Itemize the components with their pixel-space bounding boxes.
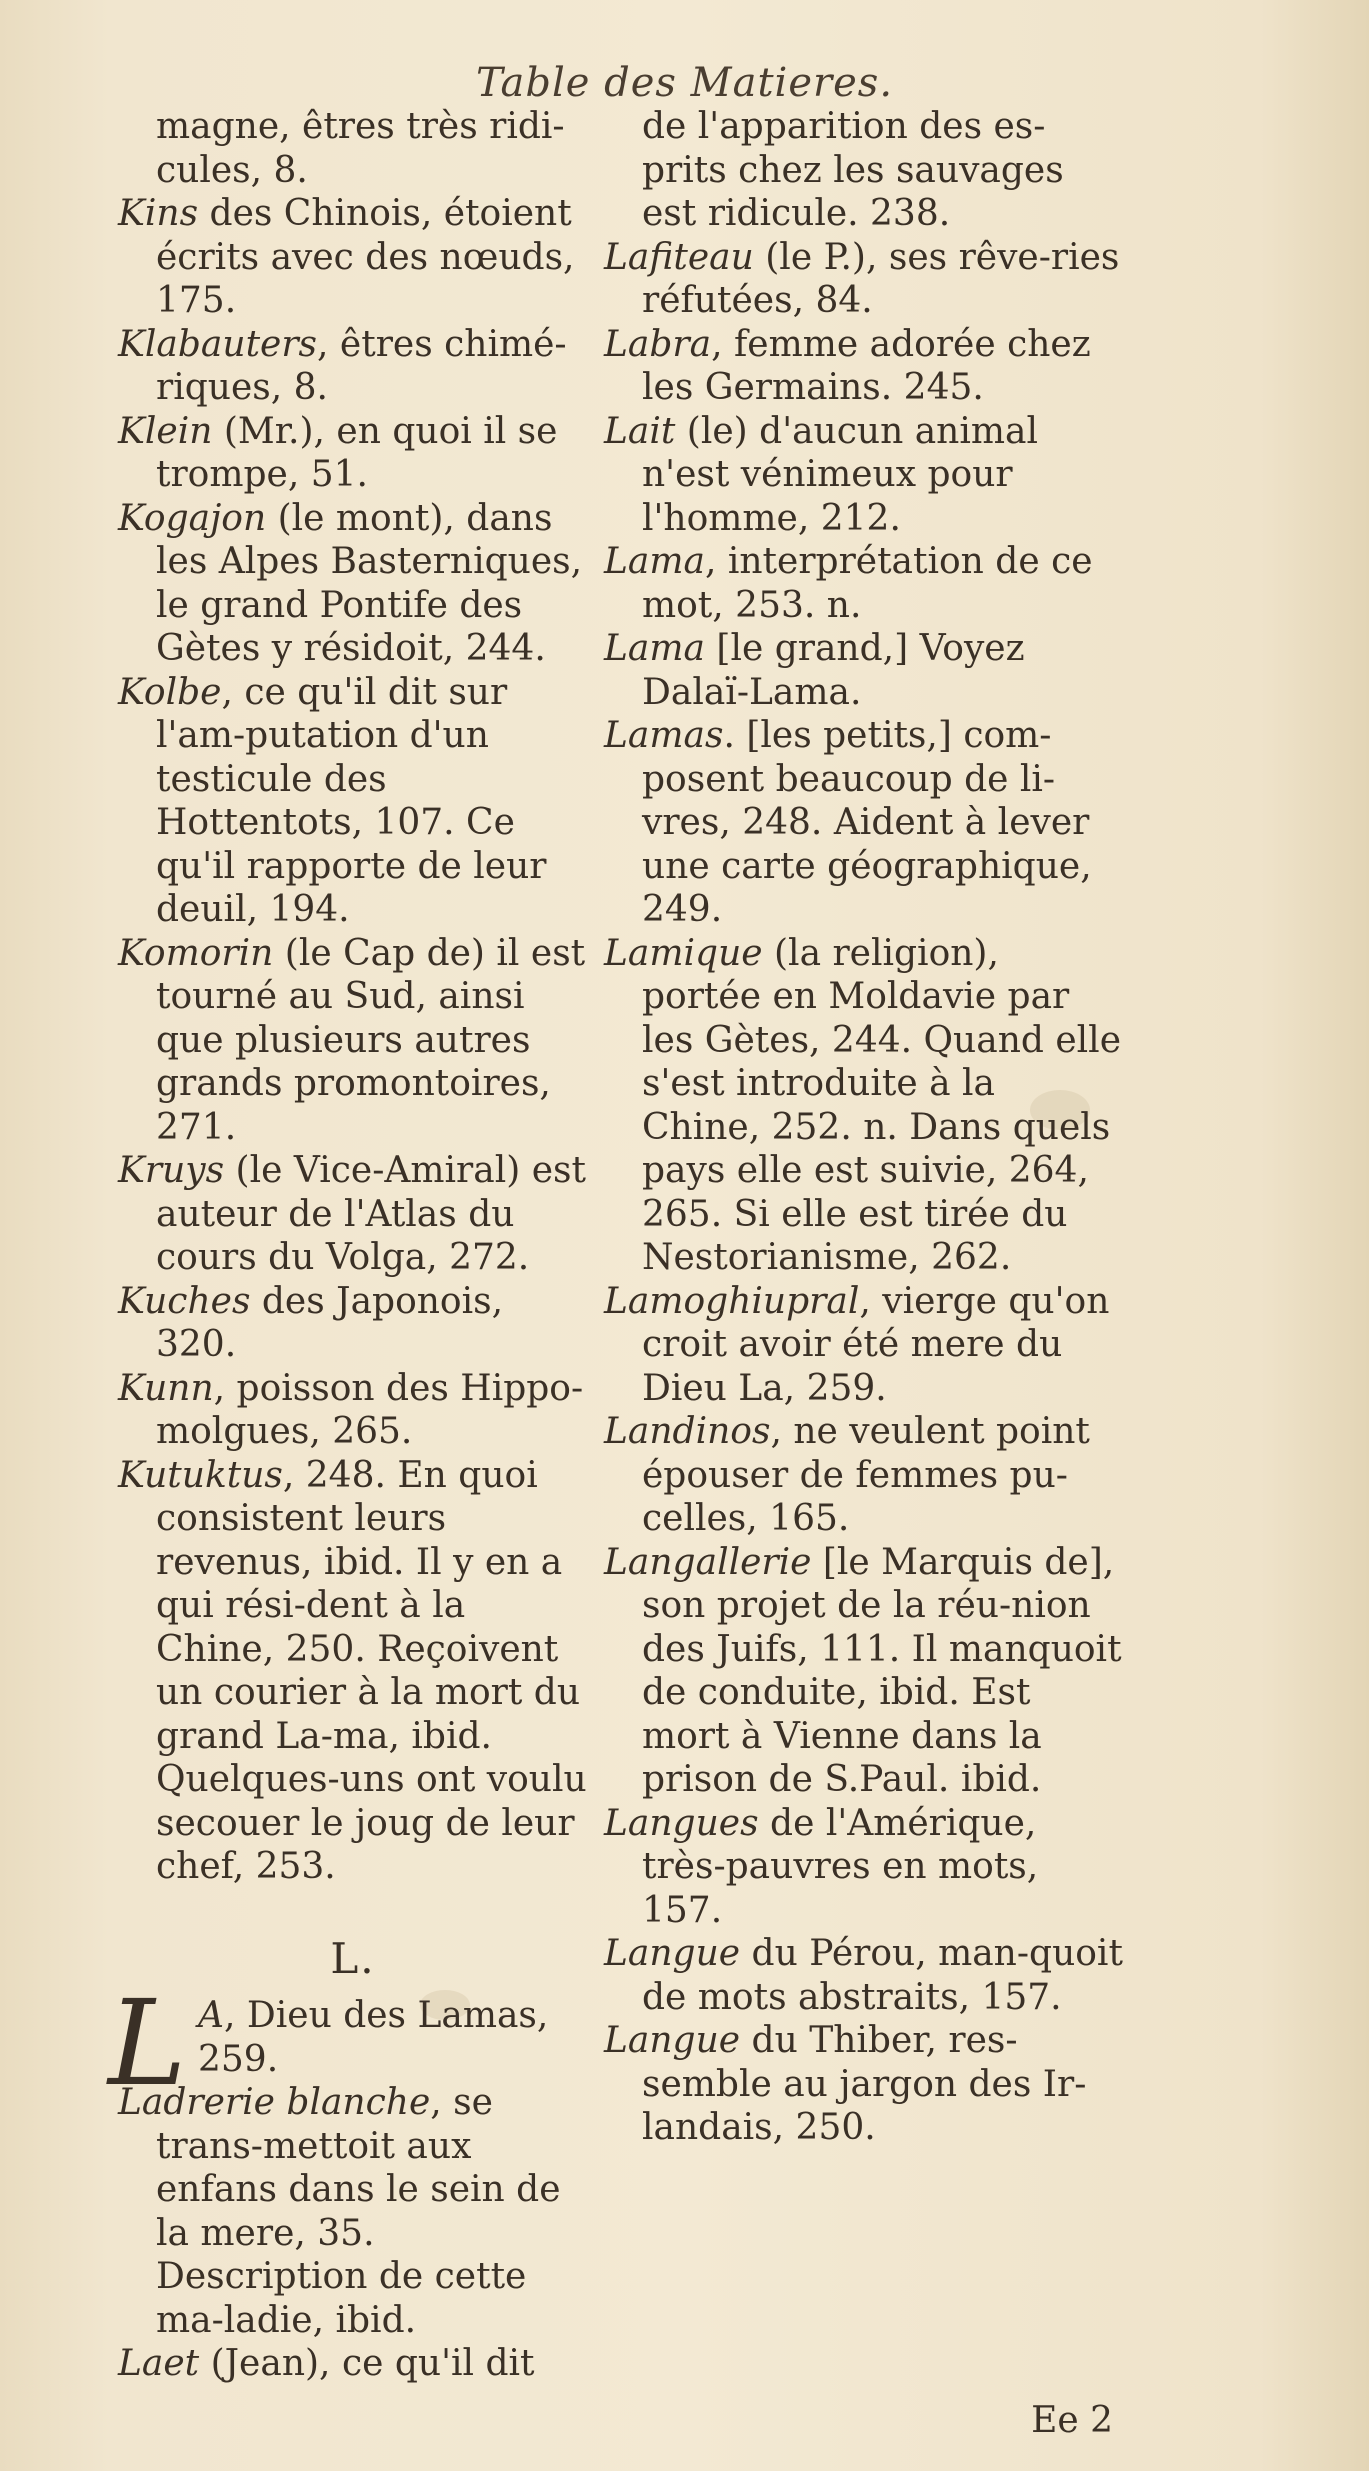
entry-headword: Landinos bbox=[604, 1411, 771, 1452]
entry-headword: Kuches bbox=[118, 1280, 251, 1322]
index-entry bbox=[604, 932, 1124, 1280]
entry-headword: Kolbe bbox=[118, 671, 222, 713]
entry-text: (Jean), ce qu'il dit bbox=[199, 2343, 535, 2384]
entry-text: (le Vice-Amiral) est auteur de l'Atlas du cours du Volga, 272. bbox=[156, 1150, 586, 1278]
entry-text: des Japonois, 320. bbox=[156, 1280, 504, 1365]
entry-headword: Kutuktus bbox=[118, 1454, 283, 1496]
entry-text: (Mr.), en quoi il se trompe, 51. bbox=[156, 410, 558, 495]
entry-text: , ce qu'il dit sur l'am-putation d'un testicule des Hottentots, 107. Ce qu'il rapporte de leur deuil, 194. bbox=[156, 671, 547, 930]
index-entry bbox=[118, 1280, 588, 1367]
index-entry bbox=[604, 540, 1124, 627]
entry-text: , vierge qu'on croit avoir été mere du Dieu La, 259. bbox=[642, 1280, 1110, 1409]
index-entry bbox=[118, 1149, 588, 1280]
entry-text: , Dieu des Lamas, 259. bbox=[198, 1995, 549, 2080]
entry-text: [le Marquis de], son projet de la réu-nion des Juifs, 111. Il manquoit de conduite, ibid. Est mort à Vienne dans la prison de S.Paul. ibid. bbox=[642, 1541, 1122, 1800]
entry-headword: Kunn bbox=[118, 1367, 214, 1409]
entry-headword: Lama bbox=[604, 541, 705, 582]
index-entry bbox=[118, 410, 588, 497]
entry-headword: Klein bbox=[118, 410, 213, 452]
drop-cap: L bbox=[108, 1974, 187, 2112]
index-entry bbox=[604, 236, 1124, 323]
index-entry bbox=[604, 714, 1124, 932]
entry-text: de l'apparition des es-prits chez les sauvages est ridicule. 238. bbox=[642, 106, 1064, 234]
index-entry bbox=[604, 1802, 1124, 1933]
entry-headword: Kruys bbox=[118, 1150, 225, 1191]
entry-headword: A bbox=[198, 1995, 224, 2036]
entry-text: , poisson des Hippo-molgues, 265. bbox=[156, 1367, 584, 1452]
index-entry bbox=[604, 1410, 1124, 1541]
entry-headword: Kins bbox=[118, 193, 199, 234]
catchword: Ee 2 bbox=[1031, 2400, 1113, 2441]
entry-headword: Langallerie bbox=[604, 1541, 812, 1583]
entry-text: de l'Amérique, très-pauvres en mots, 157. bbox=[642, 1802, 1039, 1931]
index-entry bbox=[118, 323, 588, 410]
entry-headword: Lamique bbox=[604, 932, 763, 974]
entry-text: magne, êtres très ridi-cules, 8. bbox=[156, 106, 565, 191]
entry-text: des Chinois, étoient écrits avec des nœuds, 175. bbox=[156, 193, 575, 321]
entry-headword: Kogajon bbox=[118, 497, 267, 539]
index-entry bbox=[118, 2081, 588, 2342]
entry-headword: Ladrerie blanche bbox=[118, 2082, 431, 2123]
index-entry bbox=[604, 105, 1124, 236]
running-head: Table des Matieres. bbox=[475, 60, 894, 106]
index-entry bbox=[118, 671, 588, 932]
index-entry bbox=[118, 497, 588, 671]
right-entries bbox=[604, 105, 1124, 2150]
entry-text: (le P.), ses rêve-ries réfutées, 84. bbox=[642, 236, 1120, 321]
index-entry bbox=[118, 192, 588, 323]
left-entries bbox=[118, 105, 588, 1889]
entry-headword: Labra bbox=[604, 323, 712, 365]
index-entry bbox=[604, 1932, 1124, 2019]
entry-text: , interprétation de ce mot, 253. n. bbox=[642, 541, 1093, 626]
entry-text: , femme adorée chez les Germains. 245. bbox=[642, 323, 1091, 408]
entry-text: , se trans-mettoit aux enfans dans le sein de la mere, 35. Description de cette ma-ladie, ibid. bbox=[156, 2082, 561, 2341]
index-entry bbox=[118, 1367, 588, 1454]
entry-headword: Laet bbox=[118, 2343, 200, 2384]
entry-headword: Langue bbox=[604, 1933, 741, 1974]
index-entry bbox=[604, 410, 1124, 541]
entry-headword: Lama bbox=[604, 628, 705, 669]
entry-headword: Lamoghiupral bbox=[604, 1280, 860, 1322]
entry-text: du Thiber, res-semble au jargon des Ir-landais, 250. bbox=[642, 2020, 1087, 2148]
entry-headword: Langues bbox=[604, 1802, 759, 1844]
index-entry bbox=[604, 323, 1124, 410]
entry-text: , ne veulent point épouser de femmes pu-celles, 165. bbox=[642, 1411, 1090, 1539]
entry-headword: Lamas bbox=[604, 715, 724, 756]
entry-text: du Pérou, man-quoit de mots abstraits, 157. bbox=[642, 1933, 1123, 2018]
index-entry bbox=[118, 2342, 588, 2386]
entry-headword: Langue bbox=[604, 2020, 741, 2061]
index-entry bbox=[604, 2019, 1124, 2150]
right-column bbox=[604, 105, 1124, 2150]
entry-headword: Lait bbox=[604, 410, 676, 452]
index-entry bbox=[118, 1454, 588, 1889]
left-column bbox=[108, 105, 588, 2386]
entry-text: (la religion), portée en Moldavie par les Gètes, 244. Quand elle s'est introduite à la Chine, 252. n. Dans quels pays elle est suivie, 264, 265. Si elle est tirée du Nestorianisme, 262. bbox=[642, 932, 1122, 1278]
entry-text: (le) d'aucun animal n'est vénimeux pour l'homme, 212. bbox=[642, 410, 1038, 539]
entry-text: , 248. En quoi consistent leurs revenus, ibid. Il y en a qui rési-dent à la Chine, 250. Reçoivent un courier à la mort du grand La-ma, ibid. Quelques-uns ont voulu secouer le joug de leur chef, 253. bbox=[156, 1454, 587, 1887]
entry-headword: Klabauters bbox=[118, 323, 318, 365]
index-entry bbox=[604, 1280, 1124, 1411]
entry-text: (le mont), dans les Alpes Basterniques, le grand Pontife des Gètes y résidoit, 244. bbox=[156, 497, 583, 669]
entry-text: (le Cap de) il est tourné au Sud, ainsi que plusieurs autres grands promontoires, 271. bbox=[156, 932, 586, 1148]
entry-text: . [les petits,] com-posent beaucoup de li-vres, 248. Aident à lever une carte géographique, 249. bbox=[642, 715, 1092, 930]
section-letter: L. bbox=[330, 1933, 376, 1983]
index-entry bbox=[604, 627, 1124, 714]
entry-text: , êtres chimé-riques, 8. bbox=[156, 323, 567, 408]
left-entries-L bbox=[108, 1974, 588, 2386]
entry-headword: Komorin bbox=[118, 932, 274, 974]
entry-headword: Lafiteau bbox=[604, 236, 754, 278]
entry-text: [le grand,] Voyez Dalaï-Lama. bbox=[642, 628, 1025, 713]
index-entry bbox=[118, 105, 588, 192]
index-entry bbox=[118, 932, 588, 1150]
index-entry bbox=[604, 1541, 1124, 1802]
